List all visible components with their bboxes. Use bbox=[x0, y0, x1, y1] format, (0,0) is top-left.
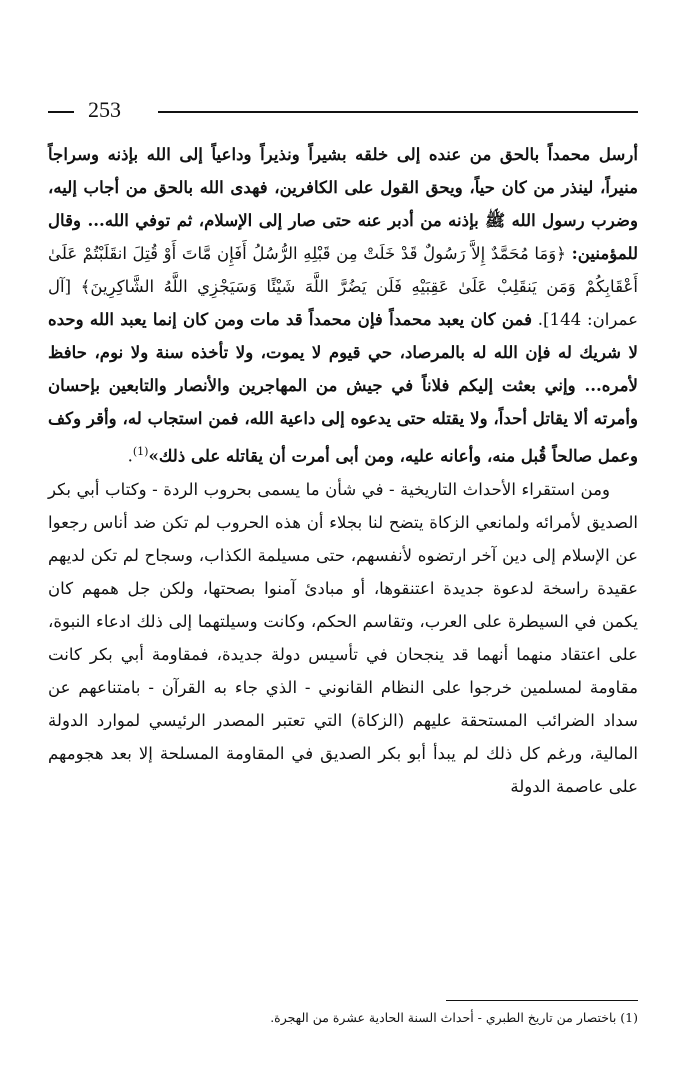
quote-text-part-2: فمن كان يعبد محمداً فإن محمداً قد مات ومن كان إنما يعبد الله وحده لا شريك له فإن الله له بالمرصاد، حي قيوم لا يموت، ولا تأخذه سنة ولا نوم، حافظ لأمره... وإني بعثت إليكم فلاناً في جيش من المهاجرين والأنصار والتابعين بإحسان وأمرته ألا يقاتل أحداً، ولا يقتله حتى يدعوه إلى داعية الله، فمن استجاب له، وأقر وكف وعمل صالحاً قُبل منه، وأعانه عليه، ومن أبى أمرت أن يقاتله على ذلك» bbox=[48, 309, 638, 466]
paragraph-analysis: ومن استقراء الأحداث التاريخية - في شأن ما يسمى بحروب الردة - وكتاب أبي بكر الصديق لأمرائه ولمانعي الزكاة يتضح لنا بجلاء أن هذه الحروب لم تكن ضد أناس رجعوا عن الإسلام إلى دين آخر ارتضوه لأنفسهم، حتى مسيلمة الكذاب، وسجاح لم تكن لديهم عقيدة راسخة لدعوة جديدة اعتنقوها، أو مبادئ آمنوا بصحتها، ولكن جل همهم كان يكمن في السيطرة على العرب، وتقاسم الحكم، وكانت وسيلتهما إلى ذلك ادعاء النبوة، على اعتقاد منهما أنهما قد ينجحان في تأسيس دولة جديدة، فمقاومة أبي بكر كانت مقاومة لمسلمين خرجوا على النظام القانوني - الذي جاء به القرآن - بامتناعهم عن سداد الضرائب المستحقة عليهم (الزكاة) التي تعتبر المصدر الرئيسي لموارد الدولة المالية، ورغم كل ذلك لم يبدأ أبو بكر الصديق في المقاومة المسلحة إلا بعد هجومهم على عاصمة الدولة bbox=[48, 479, 638, 796]
page-header bbox=[48, 96, 638, 126]
page-number: 253 bbox=[88, 97, 121, 122]
quote-text-part-1: أرسل محمداً بالحق من عنده إلى خلقه بشيراً ونذيراً وداعياً إلى الله بإذنه وسراجاً منيراً، لينذر من كان حياً، ويحق القول على الكافرين، فهدى الله بالحق من أجاب إليه، وضرب رسول الله ﷺ بإذنه من أدبر عنه حتى صار إلى الإسلام، ثم توفي الله... وقال للمؤمنين: bbox=[48, 144, 638, 263]
footnote-separator bbox=[446, 1000, 638, 1001]
paragraph-quote bbox=[48, 138, 638, 473]
sentence-end: . bbox=[127, 446, 133, 466]
header-dash bbox=[48, 111, 74, 113]
quran-verse: ﴿وَمَا مُحَمَّدٌ إِلاَّ رَسُولٌ قَدْ خَلَتْ مِن قَبْلِهِ الرُّسُلُ أَفَإِن مَّاتَ أَوْ قُتِلَ انقَلَبْتُمْ عَلَىٰ أَعْقَابِكُمْ وَمَن يَنقَلِبْ عَلَىٰ عَقِبَيْهِ فَلَن يَضُرَّ اللَّهَ شَيْئًا وَسَيَجْزِي اللَّهُ الشَّاكِرِينَ﴾ [آل عمران: 144]. bbox=[48, 244, 639, 329]
header-rule bbox=[158, 111, 638, 113]
page-body bbox=[48, 138, 638, 803]
footnote: (1) باختصار من تاريخ الطبري - أحداث السنة الحادية عشرة من الهجرة. bbox=[270, 1010, 638, 1025]
footnote-reference: (1) bbox=[132, 445, 149, 458]
